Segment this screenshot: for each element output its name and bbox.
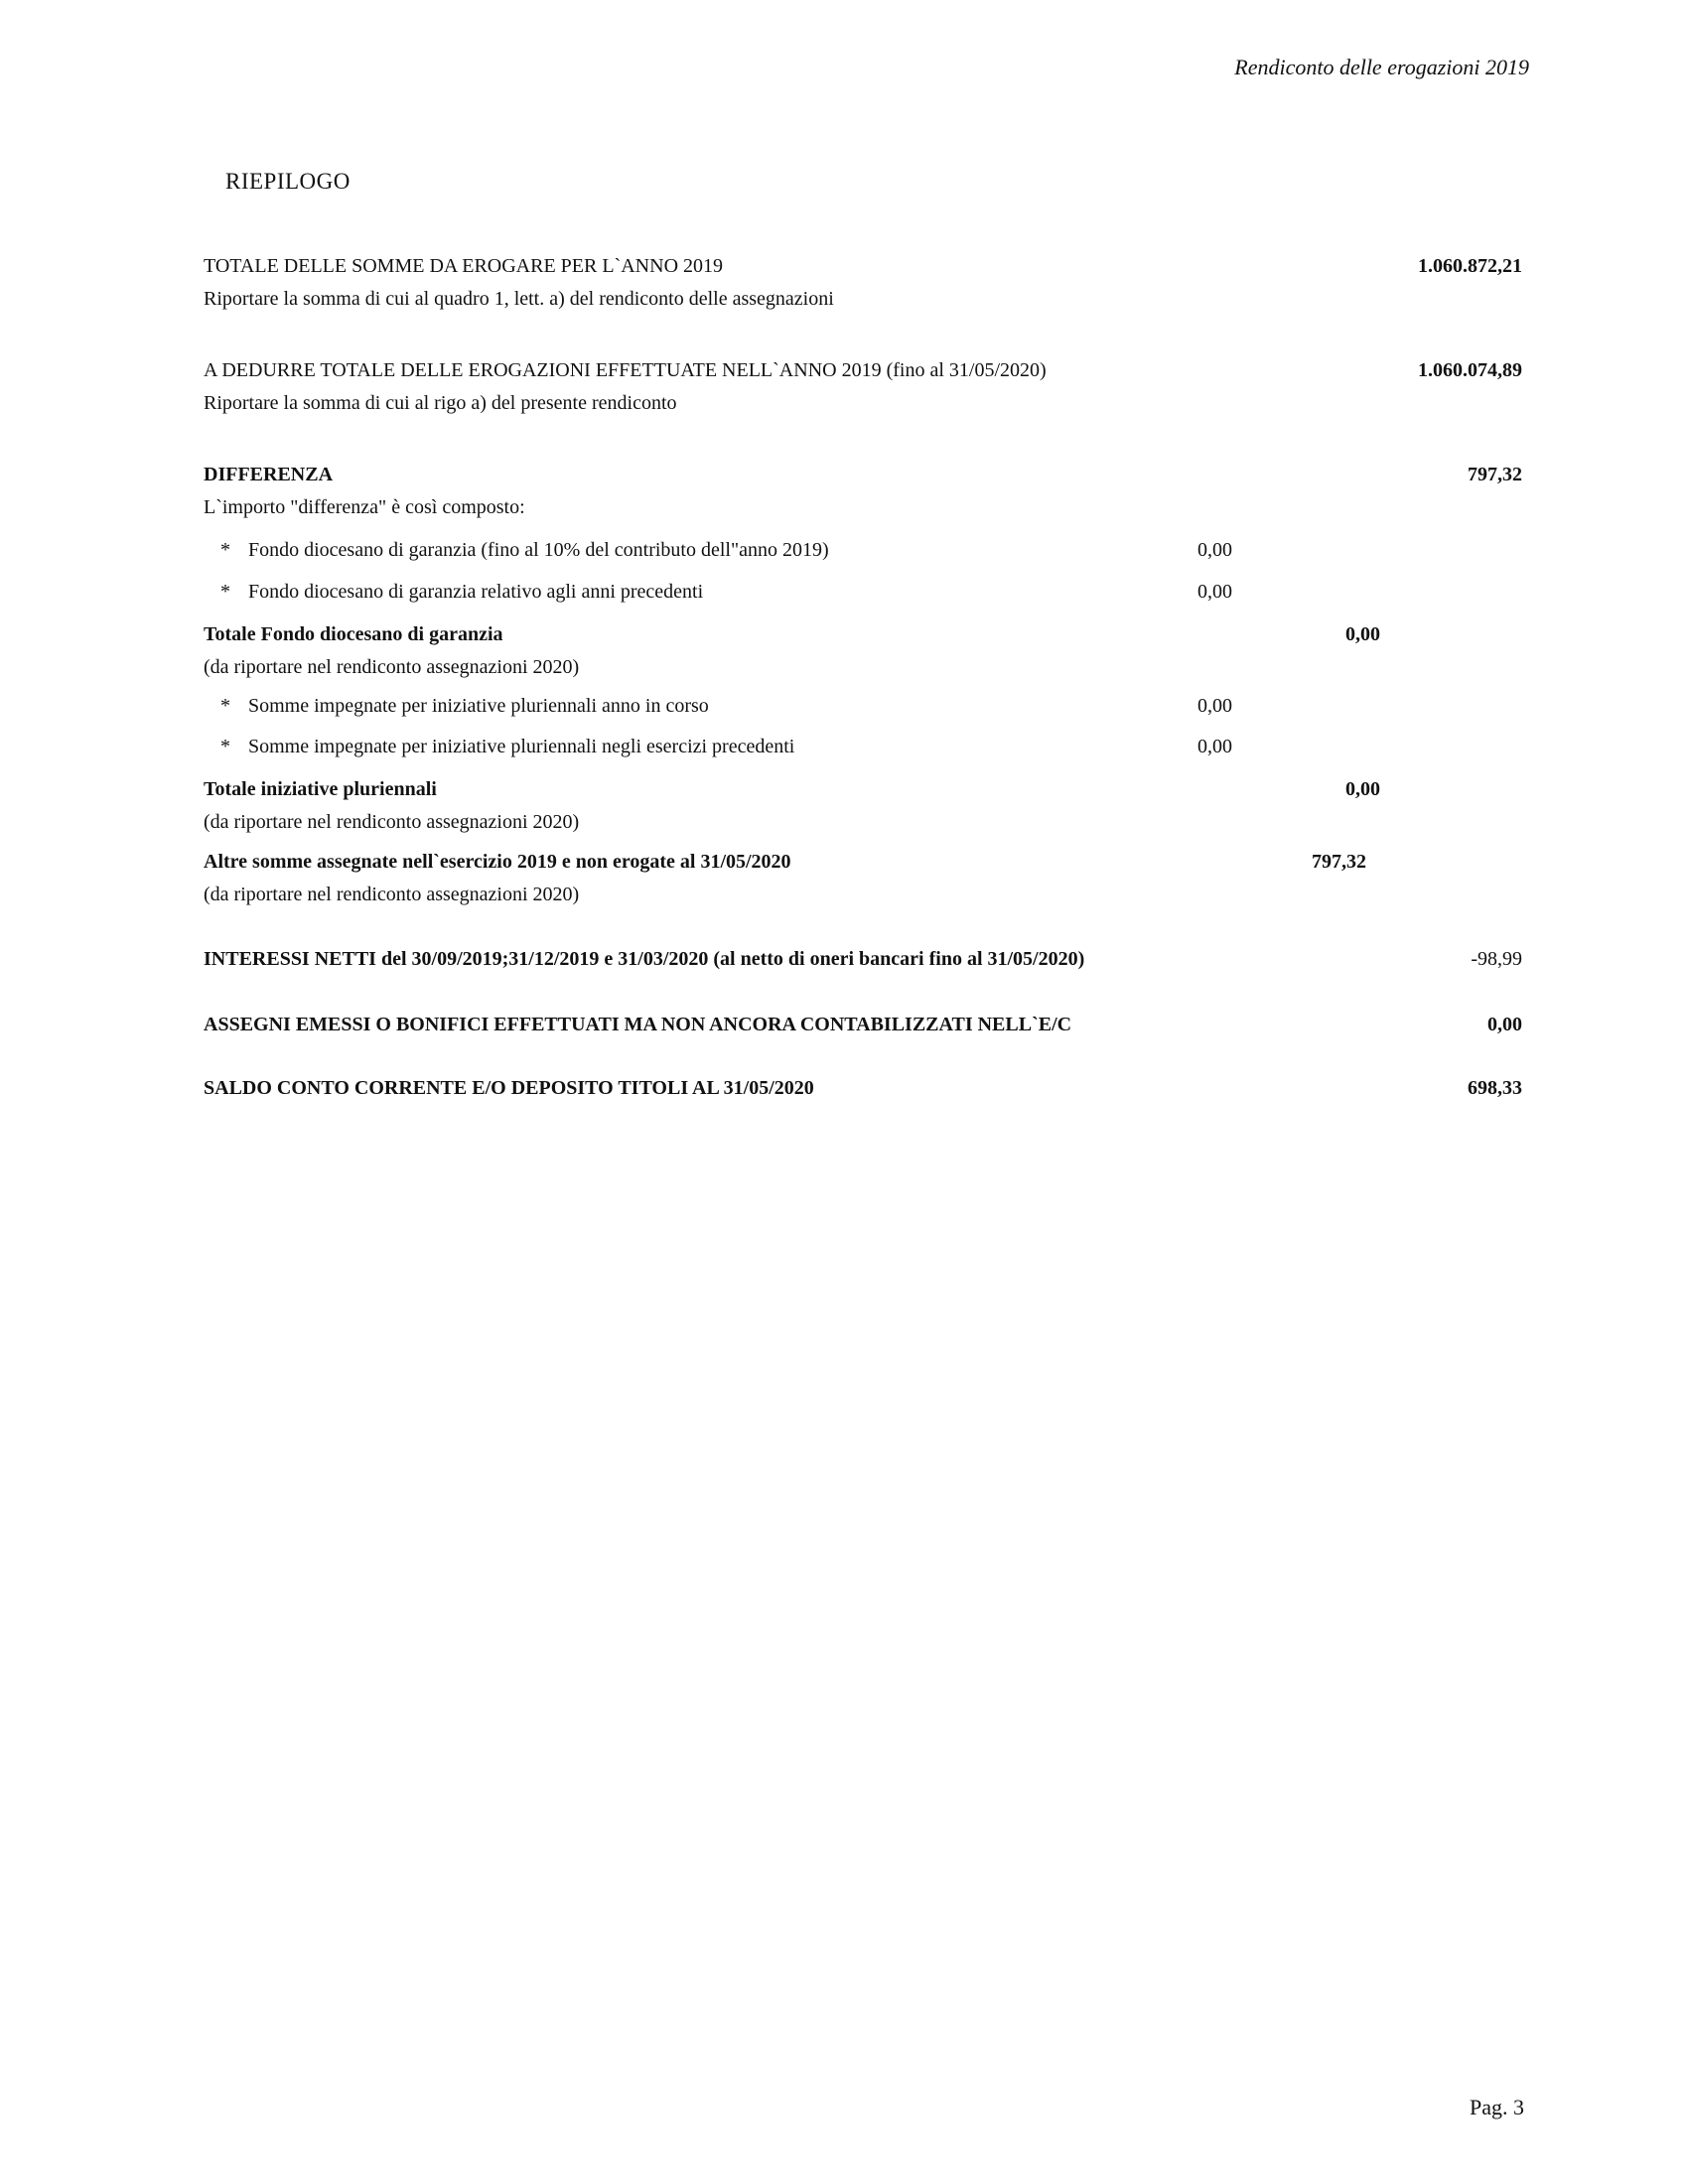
item-value: 0,00 [1197, 736, 1232, 757]
item-value: 0,00 [1197, 695, 1232, 717]
differenza-note: L`importo "differenza" è così composto: [204, 496, 525, 518]
pluriennali-total-label: Totale iniziative pluriennali [204, 778, 437, 800]
list-item [220, 581, 703, 604]
differenza-label: DIFFERENZA [204, 464, 334, 485]
fondo-total-note: (da riportare nel rendiconto assegnazioni 2020) [204, 656, 580, 678]
assegni-value: 0,00 [1487, 1014, 1522, 1035]
item-value: 0,00 [1197, 539, 1232, 561]
totale-label: TOTALE DELLE SOMME DA EROGARE PER L`ANNO 2019 [204, 255, 724, 277]
section-title: RIEPILOGO [225, 169, 351, 194]
list-item [220, 695, 709, 718]
interessi-value: -98,99 [1471, 948, 1522, 970]
item-value: 0,00 [1197, 581, 1232, 603]
saldo-value: 698,33 [1468, 1077, 1522, 1099]
item-label: Somme impegnate per iniziative pluriennali anno in corso [248, 695, 709, 717]
item-label: Fondo diocesano di garanzia relativo agli anni precedenti [248, 581, 704, 603]
list-item [220, 736, 794, 758]
item-label: Fondo diocesano di garanzia (fino al 10% del contributo dell"anno 2019) [248, 539, 829, 561]
differenza-value: 797,32 [1468, 464, 1522, 485]
bullet-star: * [220, 581, 230, 603]
fondo-total-label: Totale Fondo diocesano di garanzia [204, 623, 503, 645]
altre-note: (da riportare nel rendiconto assegnazioni 2020) [204, 884, 580, 905]
dedurre-note: Riportare la somma di cui al rigo a) del presente rendiconto [204, 392, 677, 414]
page-header-title: Rendiconto delle erogazioni 2019 [1234, 55, 1529, 79]
pluriennali-total-value: 0,00 [1345, 778, 1380, 800]
assegni-label: ASSEGNI EMESSI O BONIFICI EFFETTUATI MA NON ANCORA CONTABILIZZATI NELL`E/C [204, 1014, 1072, 1035]
altre-value: 797,32 [1312, 851, 1366, 873]
totale-value: 1.060.872,21 [1418, 255, 1522, 277]
saldo-label: SALDO CONTO CORRENTE E/O DEPOSITO TITOLI AL 31/05/2020 [204, 1077, 814, 1099]
bullet-star: * [220, 539, 230, 561]
fondo-total-value: 0,00 [1345, 623, 1380, 645]
interessi-label: INTERESSI NETTI del 30/09/2019;31/12/2019 e 31/03/2020 (al netto di oneri bancari fino al 31/05/2020) [204, 948, 1085, 970]
item-label: Somme impegnate per iniziative pluriennali negli esercizi precedenti [248, 736, 795, 757]
altre-label: Altre somme assegnate nell`esercizio 2019 e non erogate al 31/05/2020 [204, 851, 791, 873]
totale-note: Riportare la somma di cui al quadro 1, lett. a) del rendiconto delle assegnazioni [204, 288, 834, 310]
pluriennali-total-note: (da riportare nel rendiconto assegnazioni 2020) [204, 811, 580, 833]
dedurre-label: A DEDURRE TOTALE DELLE EROGAZIONI EFFETTUATE NELL`ANNO 2019 (fino al 31/05/2020) [204, 359, 1047, 381]
bullet-star: * [220, 695, 230, 717]
dedurre-value: 1.060.074,89 [1418, 359, 1522, 381]
page-number: Pag. 3 [1470, 2095, 1524, 2119]
bullet-star: * [220, 736, 230, 757]
list-item [220, 539, 829, 562]
